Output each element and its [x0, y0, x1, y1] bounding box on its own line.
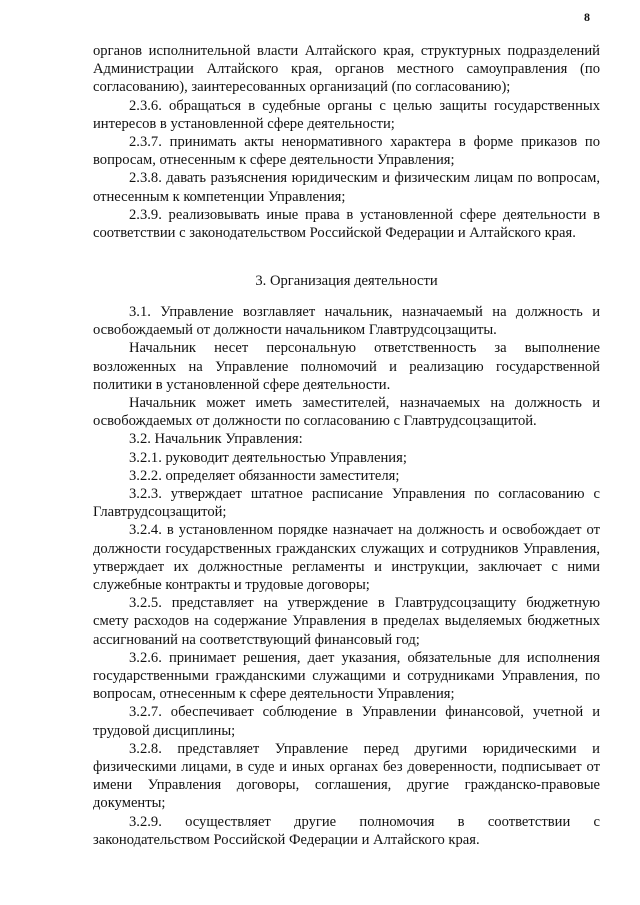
paragraph: 3.2.5. представляет на утверждение в Главтрудсоцзащиту бюджетную смету расходов на содержание Управления в пределах выделяемых бюджетных ассигнований на соответствующий финансовый год; [93, 595, 600, 648]
paragraph: Начальник несет персональную ответственность за выполнение возложенных на Управление полномочий и реализацию государственной политики в установленной сфере деятельности. [93, 340, 600, 393]
paragraph: 3.2.7. обеспечивает соблюдение в Управлении финансовой, учетной и трудовой дисциплины; [93, 704, 600, 739]
section-heading: 3. Организация деятельности [255, 273, 438, 289]
main-text-block [93, 303, 600, 849]
paragraph: 3.2.4. в установленном порядке назначает на должность и освобождает от должности государственных гражданских служащих и сотрудников Управления, утверждает их должностные регламенты и инструкции, заключает с ними служебные контракты и трудовые договоры; [93, 522, 600, 594]
paragraph: 3.2. Начальник Управления: [129, 431, 303, 448]
page-number: 8 [584, 10, 590, 24]
paragraph: 2.3.8. давать разъяснения юридическим и физическим лицам по вопросам, отнесенным к компетенции Управления; [93, 170, 600, 205]
paragraph: 3.2.1. руководит деятельностью Управления; [129, 449, 407, 466]
paragraph: органов исполнительной власти Алтайского края, структурных подразделений Администрации Алтайского края, органов местного самоуправления (по согласованию), заинтересованных организаций (по согласованию); [93, 43, 600, 96]
paragraph: Начальник может иметь заместителей, назначаемых на должность и освобождаемых от должности по согласованию с Главтрудсоцзащитой. [93, 395, 600, 430]
paragraph: 3.2.6. принимает решения, дает указания, обязательные для исполнения государственными гражданскими служащими и сотрудниками Управления, по вопросам, отнесенным к сфере деятельности Управления; [93, 649, 600, 703]
paragraph: 2.3.9. реализовывать иные права в установленной сфере деятельности в соответствии с законодательством Российской Федерации и Алтайского края. [93, 206, 600, 242]
paragraph: 3.2.8. представляет Управление перед другими юридическими и физическими лицами, в суде и иных органах без доверенности, подписывает от имени Управления договоры, соглашения, другие гражданско-правовые документы; [93, 740, 600, 812]
paragraph: 3.1. Управление возглавляет начальник, назначаемый на должность и освобождаемый от должности начальником Главтрудсоцзащиты. [93, 304, 600, 339]
paragraph: 3.2.2. определяет обязанности заместителя; [129, 467, 400, 484]
paragraph: 3.2.9. осуществляет другие полномочия в соответствии с законодательством Российской Федерации и Алтайского края. [93, 813, 600, 848]
paragraph: 3.2.3. утверждает штатное расписание Управления по согласованию с Главтрудсоцзащитой; [93, 486, 600, 521]
top-text-block [93, 42, 600, 242]
paragraph: 2.3.7. принимать акты ненормативного характера в форме приказов по вопросам, отнесенным к сфере деятельности Управления; [93, 134, 600, 169]
paragraph: 2.3.6. обращаться в судебные органы с целью защиты государственных интересов в установленной сфере деятельности; [93, 97, 600, 132]
